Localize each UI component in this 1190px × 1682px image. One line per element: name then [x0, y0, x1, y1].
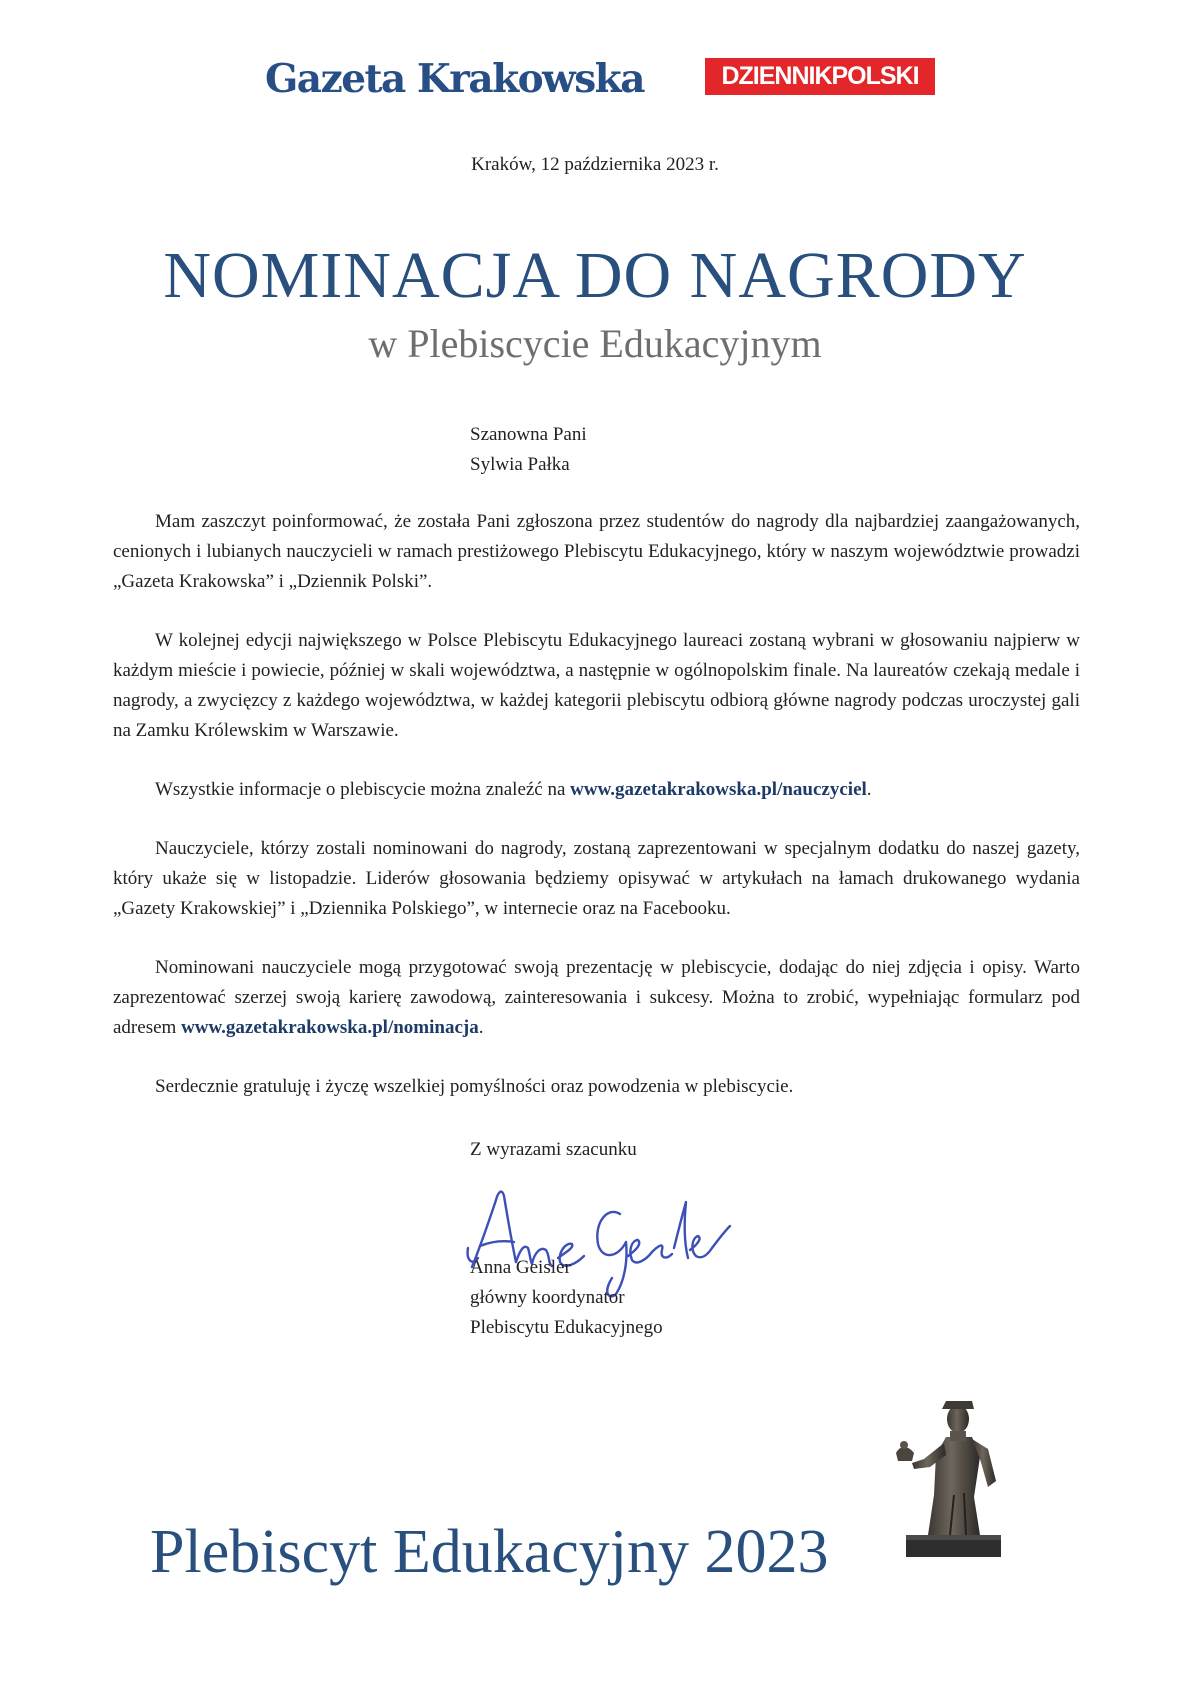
nomination-link[interactable]: www.gazetakrakowska.pl/nominacja	[181, 1017, 479, 1038]
paragraph-congratulations: Serdecznie gratuluję i życzę wszelkiej pomyślności oraz powodzenia w plebiscycie.	[155, 1076, 794, 1097]
statue-image	[888, 1375, 1023, 1560]
letter-body	[113, 507, 1080, 1131]
signer-organization: Plebiscytu Edukacyjnego	[470, 1317, 663, 1338]
dziennik-polski-logo: DZIENNIKPOLSKI	[705, 58, 935, 95]
closing-phrase: Z wyrazami szacunku	[470, 1139, 637, 1160]
salutation: Szanowna Pani	[470, 424, 587, 445]
info-text: Wszystkie informacje o plebiscycie można znaleźć na	[155, 779, 571, 800]
signer-name: Anna Geisler	[470, 1257, 571, 1278]
info-punct: .	[866, 779, 872, 800]
date-line: Kraków, 12 października 2023 r.	[471, 154, 719, 175]
paragraph-publication: Nauczyciele, którzy zostali nominowani do nagrody, zostaną zaprezentowani w specjalnym dodatku do naszej gazety, który ukaże się w listopadzie. Liderów głosowania będziemy opisywać w artykułach na łamach drukowanego wydania „Gazety Krakowskiej” i „Dziennika Polskiego”, w internecie oraz na Facebooku.	[113, 838, 1080, 919]
info-link[interactable]: www.gazetakrakowska.pl/nauczyciel	[570, 779, 867, 800]
signer-block	[470, 1253, 663, 1343]
nomination-text: Nominowani nauczyciele mogą przygotować swoją prezentację w plebiscycie, dodając do niej zdjęcia i opisy. Warto zaprezentować szerzej swoją karierę zawodową, zainteresowania i sukcesy. Można to zrobić, wypełniając formularz pod adresem	[113, 957, 1080, 1038]
paragraph-info	[113, 775, 1080, 805]
gazeta-krakowska-logo: Gazeta Krakowska	[265, 56, 644, 102]
signer-role: główny koordynator	[470, 1287, 625, 1308]
document-subtitle: w Plebiscycie Edukacyjnym	[368, 321, 822, 366]
paragraph-nomination-notice: Mam zaszczyt poinformować, że została Pani zgłoszona przez studentów do nagrody dla najbardziej zaangażowanych, cenionych i lubianych nauczycieli w ramach prestiżowego Plebiscytu Edukacyjnego, który w naszym województwie prowadzi „Gazeta Krakowska” i „Dziennik Polski”.	[113, 511, 1080, 592]
paragraph-presentation	[113, 953, 1080, 1043]
addressee-name: Sylwia Pałka	[470, 454, 570, 475]
paragraph-voting-process: W kolejnej edycji największego w Polsce Plebiscytu Edukacyjnego laureaci zostaną wybrani w głosowaniu najpierw w każdym mieście i powiecie, później w skali województwa, a następnie w ogólnopolskim finale. Na laureatów czekają medale i nagrody, a zwycięzcy z każdego województwa, w każdej kategorii plebiscytu odbiorą główne nagrody podczas uroczystej gali na Zamku Królewskim w Warszawie.	[113, 630, 1080, 741]
addressee-block	[470, 420, 587, 480]
footer-title: Plebiscyt Edukacyjny 2023	[150, 1518, 829, 1586]
nomination-punct: .	[478, 1017, 484, 1038]
document-title: NOMINACJA DO NAGRODY	[163, 239, 1027, 312]
header-logos	[0, 56, 1190, 106]
